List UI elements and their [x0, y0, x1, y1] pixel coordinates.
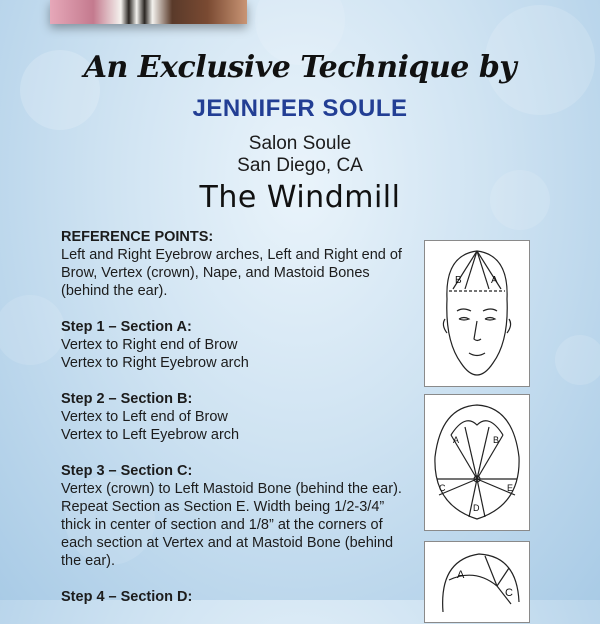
diagram-front-face — [424, 240, 530, 387]
section-line: Vertex to Right end of Brow — [61, 337, 238, 353]
section-heading: REFERENCE POINTS: — [61, 229, 214, 245]
diagram-label: A — [453, 435, 460, 445]
section-line: Vertex (crown) to Left Mastoid Bone (behind the ear). Repeat Section as Section E. Width being 1/2-3/4” thick in center of section and 1/8” at the corners of each section at Vertex and at Mastoid Bone (behind the ear). — [61, 481, 402, 569]
script-title: An Exclusive Technique by — [83, 50, 517, 85]
author-name: JENNIFER SOULE — [192, 95, 408, 122]
section-step-2 — [61, 390, 406, 444]
instructions — [61, 228, 406, 624]
section-heading: Step 2 – Section B: — [61, 391, 193, 407]
salon-name: Salon Soule — [248, 133, 352, 154]
section-reference-points — [61, 228, 406, 300]
section-line: Vertex to Right Eyebrow arch — [61, 355, 249, 371]
section-line: Vertex to Left end of Brow — [61, 409, 228, 425]
diagram-label: C — [505, 587, 513, 599]
section-heading: Step 1 – Section A: — [61, 319, 192, 335]
section-heading: Step 4 – Section D: — [61, 589, 193, 605]
section-step-1 — [61, 318, 406, 372]
diagram-label: E — [507, 483, 514, 493]
diagram-label: A — [491, 275, 498, 286]
section-line: Left and Right Eyebrow arches, Left and Right end of Brow, Vertex (crown), Nape, and Mastoid Bones (behind the ear). — [61, 247, 402, 299]
author-photo — [50, 0, 247, 24]
salon-location: San Diego, CA — [237, 155, 363, 176]
section-step-3 — [61, 462, 406, 570]
salon-info — [0, 133, 600, 177]
section-heading: Step 3 – Section C: — [61, 463, 193, 479]
diagram-label: D — [473, 503, 480, 513]
section-step-4 — [61, 588, 406, 606]
diagram-side-view — [424, 541, 530, 623]
diagram-top-view — [424, 394, 530, 531]
diagram-label: A — [457, 569, 465, 581]
diagram-label: B — [455, 275, 462, 286]
diagram-label: B — [493, 435, 500, 445]
section-line: Vertex to Left Eyebrow arch — [61, 427, 240, 443]
technique-title: The Windmill — [199, 180, 401, 215]
diagram-label: C — [439, 483, 446, 493]
